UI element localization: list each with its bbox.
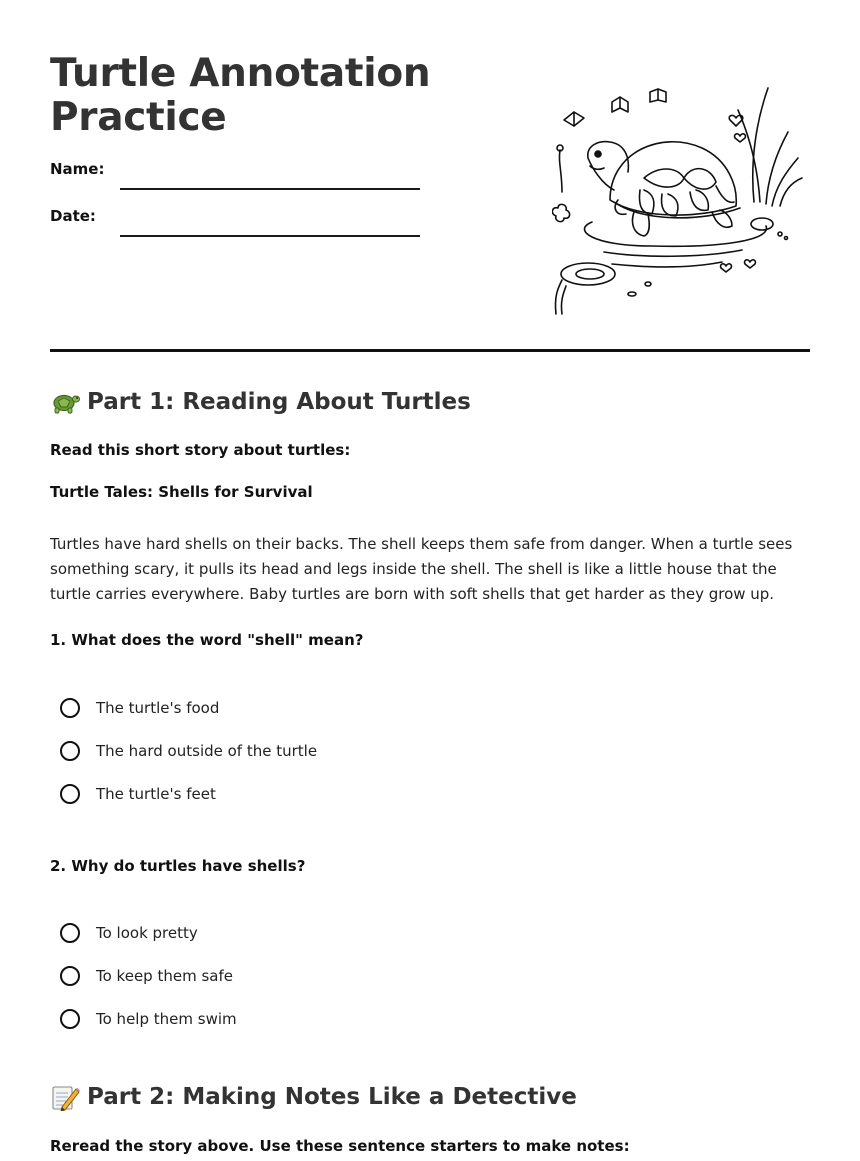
- radio-button[interactable]: [60, 1009, 80, 1029]
- date-field[interactable]: [50, 207, 420, 237]
- lily-pad: [561, 263, 615, 285]
- story-paragraph: Turtles have hard shells on their backs. The shell keeps them safe from danger. When a turtle sees something scary, it pulls its head and legs inside the shell. The shell is like a little house that the turtle carries everywhere. Baby turtles are born with soft shells that get harder as they grow up.: [50, 535, 793, 603]
- story-intro: Read this short story about turtles:: [50, 441, 351, 459]
- name-label: Name:: [50, 160, 105, 178]
- part2-instruction: Reread the story above. Use these sentence starters to make notes:: [50, 1137, 630, 1155]
- part1-heading-text: Part 1: Reading About Turtles: [87, 389, 471, 415]
- question-2: 2. Why do turtles have shells?: [50, 857, 306, 875]
- turtle-illustration: [552, 82, 804, 322]
- heart-icon: [745, 260, 756, 268]
- question-2-option-b[interactable]: [60, 963, 233, 989]
- question-1-option-a[interactable]: [60, 695, 219, 721]
- title-line-2: Practice: [50, 95, 227, 140]
- question-2-option-c[interactable]: [60, 1006, 237, 1032]
- question-1-option-c[interactable]: [60, 781, 216, 807]
- worksheet-page: [50, 0, 810, 1161]
- part2-heading: [50, 1083, 577, 1111]
- radio-button[interactable]: [60, 923, 80, 943]
- worksheet-title: [50, 52, 430, 140]
- lily-flower-icon: [552, 204, 569, 221]
- part1-heading: [50, 388, 471, 416]
- date-blank-line[interactable]: [120, 235, 420, 237]
- option-label: The hard outside of the turtle: [96, 742, 318, 760]
- heart-icon: [735, 134, 746, 142]
- title-line-1: Turtle Annotation: [50, 51, 431, 96]
- heart-icon: [721, 264, 732, 272]
- story-title: Turtle Tales: Shells for Survival: [50, 483, 313, 501]
- option-label: To keep them safe: [96, 967, 233, 985]
- name-blank-line[interactable]: [120, 188, 420, 190]
- radio-button[interactable]: [60, 741, 80, 761]
- option-label: To help them swim: [96, 1010, 237, 1028]
- question-2-option-a[interactable]: [60, 920, 198, 946]
- radio-button[interactable]: [60, 698, 80, 718]
- book-icon: [564, 112, 584, 126]
- radio-button[interactable]: [60, 966, 80, 986]
- pond-ripple: [585, 222, 767, 246]
- option-label: The turtle's food: [96, 699, 220, 717]
- option-label: To look pretty: [96, 924, 198, 942]
- name-field[interactable]: [50, 160, 420, 190]
- radio-button[interactable]: [60, 784, 80, 804]
- turtle-drawing: [588, 142, 740, 236]
- question-1-option-b[interactable]: [60, 738, 317, 764]
- turtle-emoji-icon: [50, 388, 80, 416]
- part2-heading-text: Part 2: Making Notes Like a Detective: [87, 1084, 577, 1110]
- memo-pencil-emoji-icon: [50, 1083, 80, 1111]
- section-divider: [50, 349, 810, 352]
- flower-stem: [559, 150, 562, 192]
- grass-blade: [753, 88, 768, 202]
- date-label: Date:: [50, 207, 96, 225]
- book-icon: [612, 97, 628, 112]
- book-icon: [650, 89, 666, 102]
- question-1: 1. What does the word "shell" mean?: [50, 631, 364, 649]
- option-label: The turtle's feet: [96, 785, 216, 803]
